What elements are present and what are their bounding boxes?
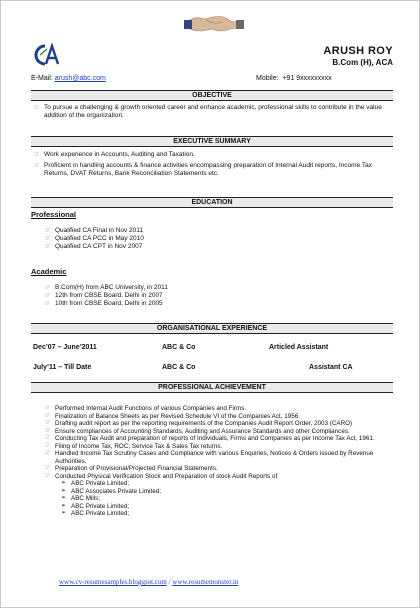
objective-text (34, 104, 392, 120)
list-item: ➢ ABC Private Limited; (61, 510, 130, 517)
hand-pointer-icon: ☞ (45, 427, 51, 434)
list-item: ☞ Conducted Physical Verification Stock and Preparation of stock Audit Reports of (45, 472, 278, 480)
experience-period: Dec’07 – June’2011 (33, 344, 97, 351)
section-education: EDUCATION (31, 197, 393, 208)
list-item: ☞ Preparation of Provisional/Projected Financial Statements. (45, 465, 218, 472)
achievement-list (45, 405, 393, 518)
candidate-header (323, 45, 393, 67)
arrow-icon: ➢ (61, 495, 67, 501)
list-item: ☞ 12th from CBSE Board, Delhi in 2007 (45, 292, 163, 299)
list-item: ☞ Handled Income Tax Scrutiny Cases and Compliance with various Enquiries, Notices & Orders issued by Revenue Authorities. (45, 450, 374, 465)
email-label: E-Mail: (31, 75, 53, 82)
hand-pointer-icon: ☞ (45, 236, 51, 242)
hand-pointer-icon: ☞ (45, 472, 51, 479)
footer-separator: / (166, 578, 173, 586)
experience-period: July’11 – Till Date (33, 364, 92, 371)
list-item: ☞ Ensure compliances of Accounting Standards, Auditing and Assurance Standards and other Compliances. (45, 427, 350, 435)
stock-audit-sublist (45, 480, 393, 518)
section-objective: OBJECTIVE (31, 90, 393, 101)
candidate-name: ARUSH ROY (323, 45, 393, 57)
academic-list (45, 284, 385, 308)
experience-role: Articled Assistant (269, 344, 329, 351)
contact-line (31, 75, 396, 82)
list-item: ☞ Qualified CA CPT in Nov 2007 (45, 243, 143, 250)
hand-pointer-icon: ☞ (45, 450, 51, 456)
section-achievement: PROFESSIONAL ACHIEVEMENT (31, 382, 393, 393)
list-item: ☞ Conducting Tax Audit and preparation of reports of Individuals, Firms and Companies as per Income Tax Act, 1961. (45, 435, 375, 442)
arrow-icon: ➢ (61, 487, 67, 494)
professional-list (45, 227, 385, 251)
list-item: ➢ ABC Private Limited; (61, 480, 130, 487)
experience-company: ABC & Co (162, 364, 196, 371)
list-item: ➢ ABC Private Limited; (61, 502, 130, 510)
hand-pointer-icon: ☞ (45, 420, 51, 426)
hand-pointer-icon: ☞ (45, 442, 51, 449)
arrow-icon: ➢ (61, 480, 67, 486)
hand-pointer-icon: ☞ (34, 163, 40, 169)
hand-pointer-icon: ☞ (45, 293, 51, 299)
list-item: ☞ Finalization of Balance Sheets as per Revised Schedule VI of the Companies Act, 1956. (45, 412, 301, 420)
list-item: ☞ Qualified CA PCC in May 2010 (45, 235, 144, 242)
ca-logo (31, 43, 61, 67)
list-item: ☞ Filing of Income Tax, ROC, Service Tax & Sales Tax returns. (45, 442, 223, 450)
list-item: ☞ Work experience in Accounts, Auditing and Taxation. (34, 151, 195, 158)
hand-pointer-icon: ☞ (45, 244, 51, 250)
hand-pointer-icon: ☞ (45, 301, 51, 307)
mobile-number: +91 9xxxxxxxxx (282, 75, 332, 82)
footer-links (59, 578, 238, 586)
experience-company: ABC & Co (162, 344, 196, 351)
arrow-icon: ➢ (61, 502, 67, 509)
hand-pointer-icon: ☞ (45, 228, 51, 234)
list-item: ☞ Performed Internal Audit Functions of various Companies and Firms. (45, 405, 247, 412)
academic-heading: Academic (31, 267, 67, 276)
hand-pointer-icon: ☞ (45, 412, 51, 419)
arrow-icon: ➢ (61, 510, 67, 516)
list-item: ☞ Drafting audit report as per the reporting requirements of the Companies Audit Report Order, 2003 (CARO) (45, 420, 353, 427)
hand-pointer-icon: ☞ (45, 405, 51, 411)
experience-role: Assistant CA (309, 364, 353, 371)
list-item: ☞ Qualified CA Final in Nov 2011 (45, 227, 144, 234)
list-item: ☞ 10th from CBSE Board, Delhi in 2005 (45, 300, 163, 307)
experience-row (31, 344, 396, 354)
email-link[interactable]: arush@abc.com (54, 75, 106, 82)
candidate-qualification: B.Com (H), ACA (332, 58, 393, 67)
list-item: ➢ ABC Mills; (61, 495, 101, 502)
experience-row (31, 364, 396, 374)
section-experience: ORGANISATIONAL EXPERIENCE (31, 323, 393, 334)
section-executive-summary: EXECUTIVE SUMMARY (31, 136, 393, 147)
objective-body: To pursue a challenging & growth oriented career and enhance academic, professional skills to contribute in the value addition of the organization. (44, 104, 382, 119)
list-item: ☞ B.Com(H) from ABC University, in 2011 (45, 284, 168, 291)
mobile-label: Mobile: (256, 75, 279, 82)
list-item: ☞ Proficient in handling accounts & finance activities encompassing preparation of Internal Audit reports, Income Tax Returns, DVAT Returns, Bank Reconciliation Statements etc. (34, 162, 372, 177)
hand-pointer-icon: ☞ (34, 105, 40, 111)
footer-link-cv-resumesamples[interactable]: www.cv-resumesamples.blogspot.com (59, 578, 167, 586)
footer-link-resumemonster[interactable]: www.resumemonster.in (172, 578, 239, 586)
handshake-icon (184, 11, 244, 33)
hand-pointer-icon: ☞ (45, 435, 51, 441)
professional-heading: Professional (31, 210, 77, 219)
summary-list (34, 151, 392, 178)
hand-pointer-icon: ☞ (45, 465, 51, 471)
hand-pointer-icon: ☞ (45, 285, 51, 291)
list-item: ➢ ABC Associates Private Limited; (61, 487, 161, 495)
hand-pointer-icon: ☞ (34, 152, 40, 158)
